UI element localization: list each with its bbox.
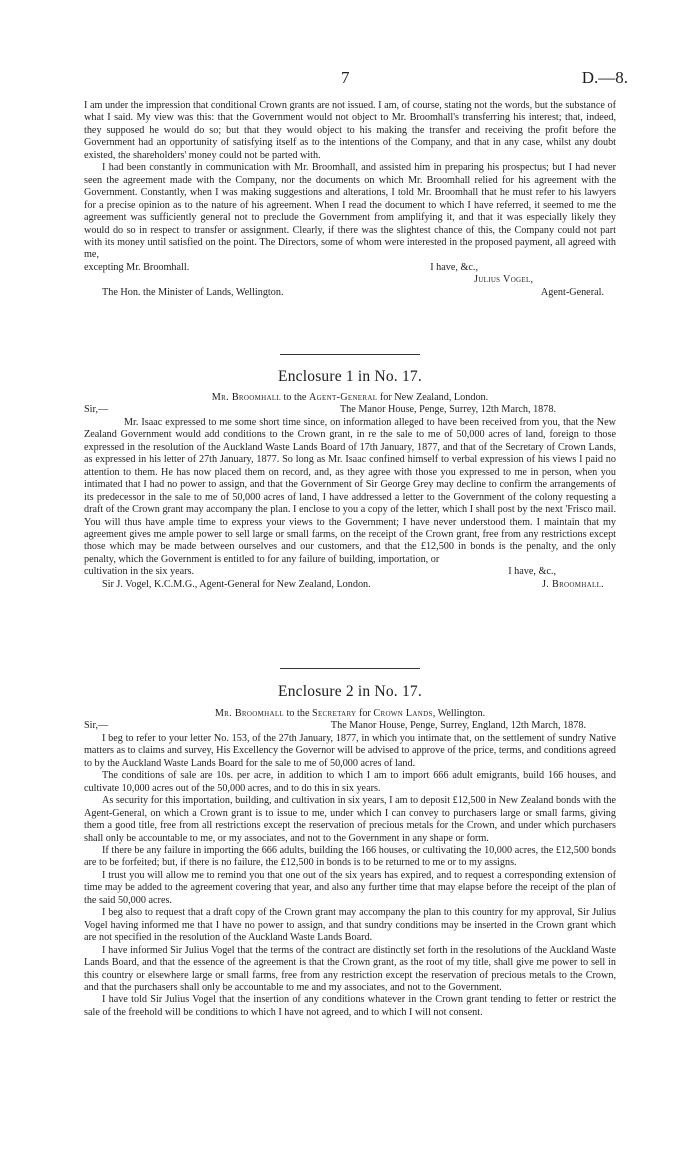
salutation: Sir,— (84, 404, 109, 416)
closing-line (84, 566, 616, 578)
salutation-line (84, 404, 616, 416)
section-divider (280, 354, 420, 355)
paragraph: I have informed Sir Julius Vogel that the terms of the contract are distinctly set forth in the resolutions of the Auckland Waste Lands Board, and that the essence of the agreement is that the Crown grant, as the root of my title, shall give me power to sell in this country or elsewhere large or small farms, free from any restriction except the reservation of precious metals to the Crown, and that the purchasers shall only be accountable to me and my associates, and not to the Government. (84, 944, 616, 993)
salutation-line (84, 720, 616, 732)
paragraph: I beg also to request that a draft copy of the Crown grant may accompany the plan to this country for my approval, Sir Julius Vogel having informed me that I have no power to assign, and that sundry conditions may be inserted in the Crown grant which are not specified in the resolution of the Auckland Waste Lands Board. (84, 907, 616, 944)
paragraph: If there be any failure in importing the 666 adults, building the 166 houses, or cultivating the 10,000 acres, the £12,500 bonds are to be forfeited; but, if there is no failure, the £12,500 in bonds is to be returned to me or to my assigns. (84, 844, 616, 869)
closing-remark: cultivation in the six years. (84, 566, 195, 578)
paragraph: Mr. Isaac expressed to me some short time since, on information alleged to have been received from you, that the New Zealand Government would add conditions to the Crown grant, in re the sale to me of 50,000 acres of land, foreign to those expressed in the resolution of the Auckland Waste Lands Board of 17th January, 1877, and that of the Secretary of Crown Lands, as expressed in his letter of 27th January, 1877. So long as Mr. Isaac confined himself to verbal expression of his views I paid no attention to them. He has now placed them on record, and, as they agree with those you expressed to me in person, when you intimated that I had no power to assign, and that the Government of Sir George Grey may decline to confirm the arrangements of its predecessor in the sale to me of 50,000 acres of land, I have addressed a letter to the Government of the colony requesting a draft of the Crown grant may accompany the plan. I enclose to you a copy of the letter, which I shall post by the next 'Frisco mail. You will thus have ample time to express your views to the Government; I have never understood them. I maintain that my agreement gives me ample power to sell large or small farms, on the receipt of the Crown grant, free from any restrictions except those which may be made between ourselves and our customers, and that the £12,500 in bonds is the penalty, and the only penalty, which the Government is entitled to for any failure of building, importation, or (84, 416, 616, 565)
paragraph: I am under the impression that conditional Crown grants are not issued. I am, of course, stating not the words, but the substance of what I said. My view was this: that the Government would not object to Mr. Broomhall's transferring his interest; that, indeed, they supposed he would do so; but that they would object to his making the transfer and receiving the profit before the Government had an opportunity of satisfying itself as to the intentions of the Company, and that in any case, whilst any doubt existed, the shareholders' money could not be parted with. (84, 100, 616, 161)
addressee: The Hon. the Minister of Lands, Wellington. (102, 286, 284, 298)
paragraph: I have told Sir Julius Vogel that the insertion of any conditions whatever in the Crown grant tending to fetter or restrict the sale of the freehold will be conditions to which I have not agreed, and to which I will not consent. (84, 994, 616, 1018)
enclosure-1-from-to: Mr. Broomhall to the Agent-General for New Zealand, London. (211, 392, 489, 403)
addressee-line (84, 287, 616, 299)
paragraph: I trust you will allow me to remind you that one out of the six years has expired, and to request a corresponding extension of time may be added to the agreement covering that year, and also any further time that may elapse before the receipt of the plan of the said 50,000 acres. (84, 869, 616, 906)
section-divider (280, 668, 420, 669)
letter-continuation (84, 100, 616, 299)
closing-phrase: I have, &c., (508, 566, 556, 578)
paragraph: I had been constantly in communication with Mr. Broomhall, and assisted him in preparing his prospectus; but I had never seen the agreement made with the Company, nor the documents on which Mr. Broomhall relied for his agreement with the Government. Constantly, when I was making suggestions and alterations, I told Mr. Broomhall that he must refer to his lawyers for a precise opinion as to the nature of his agreement. When I read the document to which I have referred, it seemed to me the agreement was sufficiently general not to preclude the Government from amplifying it, and that it was especially likely they would do so in respect to transfer or assignment. Clearly, if there was the slightest chance of this, the Company could not part with its money until satisfied on the point. The Directors, some of whom were interested in the proposed payment, all agreed with me, (84, 162, 616, 261)
page-number: 7 (341, 68, 350, 87)
paragraph: As security for this importation, building, and cultivation in six years, I am to deposit £12,500 in New Zealand bonds with the Agent-General, on which a Crown grant is to issue to me, under which I can convey to purchasers large or small farms, giving them a good title, free from all restrictions except the reservation of precious metals for the Crown, and under which purchasers shall only be accountable to me, or my associates, and not to the Government in any shape or form. (84, 795, 616, 844)
signature: Julius Vogel, (474, 274, 534, 286)
signer-title: Agent-General. (540, 286, 604, 298)
document-reference: D.—8. (581, 68, 628, 87)
paragraph: I beg to refer to your letter No. 153, of the 27th January, 1877, in which you intimate that, on the settlement of sundry Native matters as to claims and survey, His Excellency the Governor will be advised to approve of the price, terms, and conditions agreed to by the Auckland Waste Lands Board for the sale to me of 50,000 acres of land. (84, 732, 616, 769)
closing-phrase: I have, &c., (430, 261, 478, 273)
addressee: Sir J. Vogel, K.C.M.G., Agent-General for New Zealand, London. (102, 578, 371, 590)
addressee-line (84, 579, 616, 591)
address-date: The Manor House, Penge, Surrey, 12th March, 1878. (339, 404, 556, 416)
closing-exception: excepting Mr. Broomhall. (84, 261, 190, 273)
closing-line (84, 262, 616, 274)
enclosure-2-from-to: Mr. Broomhall to the Secretary for Crown Lands, Wellington. (214, 708, 486, 719)
enclosure-2-letter (84, 708, 616, 1019)
enclosure-2-heading: Enclosure 2 in No. 17. (278, 683, 422, 700)
signature: J. Broomhall. (542, 578, 604, 590)
enclosure-1-letter (84, 392, 616, 591)
paragraph: The conditions of sale are 10s. per acre, in addition to which I am to import 666 adult emigrants, build 166 houses, and cultivate 10,000 acres out of the 50,000 acres, and to do this in six years. (84, 770, 616, 794)
salutation: Sir,— (84, 720, 109, 732)
address-date: The Manor House, Penge, Surrey, England, 12th March, 1878. (330, 720, 586, 732)
enclosure-1-heading: Enclosure 1 in No. 17. (278, 368, 422, 385)
